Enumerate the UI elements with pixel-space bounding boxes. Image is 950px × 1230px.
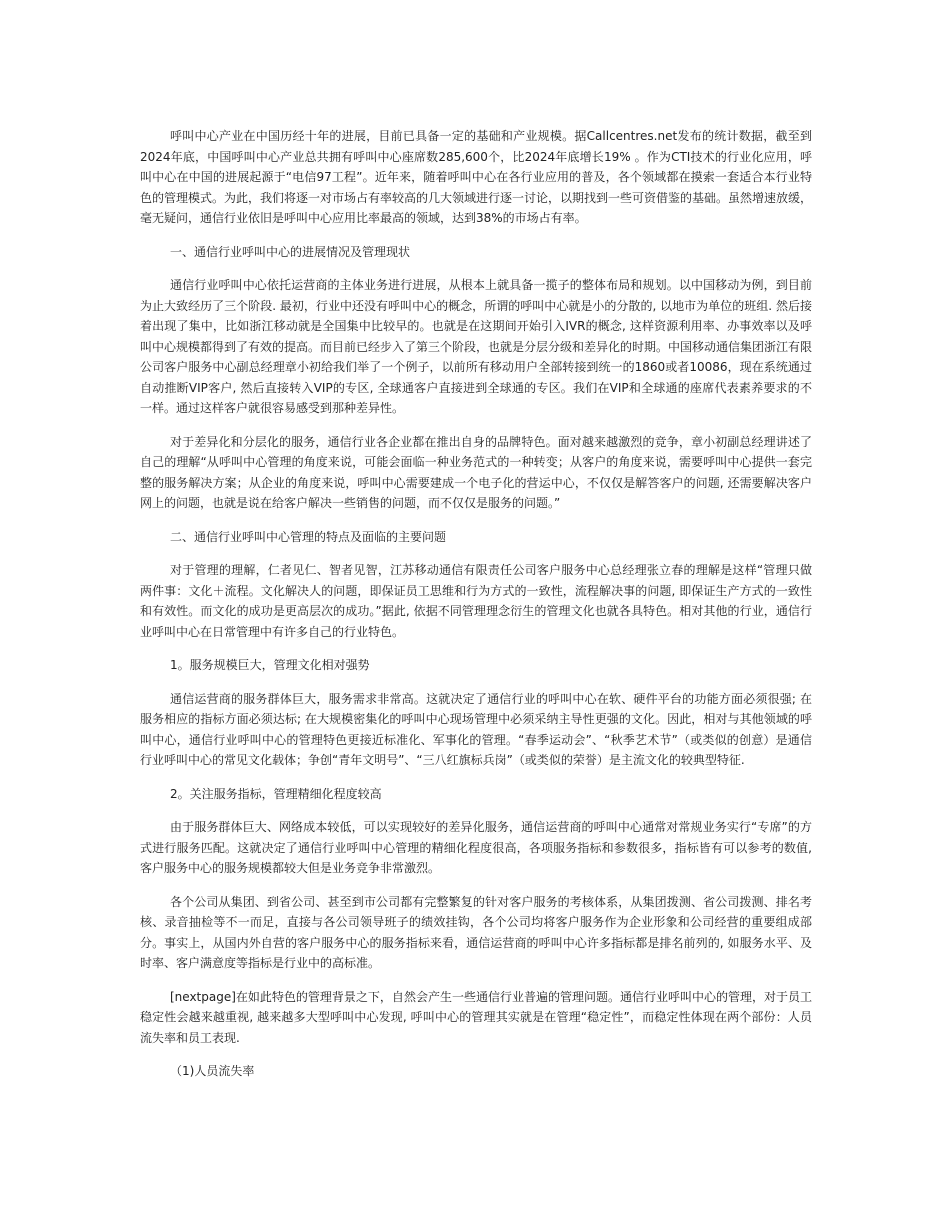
paragraph-management-understanding: 对于管理的理解，仁者见仁、智者见智，江苏移动通信有限责任公司客户服务中心总经理张立春的理解是这样“管理只做两件事：文化＋流程。文化解决人的问题，即保证员工思维和行为方式的一致性，流程解决事的问题, 即保证生产方式的一致性和有效性。而文化的成功是更高层次的成功。”据此, 依据不同管理理念衍生的管理文化也就各具特色。相对其他的行业，通信行业呼叫中心在日常管理中有许多自己的行业特色。 (140, 563, 812, 639)
paragraph-service-scale: 通信运营商的服务群体巨大，服务需求非常高。这就决定了通信行业的呼叫中心在软、硬件平台的功能方面必须很强; 在服务相应的指标方面必须达标; 在大规模密集化的呼叫中心现场管理中必须采纳主导性更强的文化。因此，相对与其他领域的呼叫中心，通信行业呼叫中心的管理特色更接近标准化、军事化的管理。“春季运动会”、“秋季艺术节”（或类似的创意）是通信行业呼叫中心的常见文化载体；争创“青年文明号”、“三八红旗标兵岗”（或类似的荣誉）是主流文化的较典型特征. (140, 691, 812, 767)
paragraph-development: 通信行业呼叫中心依托运营商的主体业务进行进展，从根本上就具备一揽子的整体布局和规划。以中国移动为例，到目前为止大致经历了三个阶段. 最初，行业中还没有呼叫中心的概念，所谓的呼叫中心就是小的分散的, 以地市为单位的班组. 然后接着出现了集中，比如浙江移动就是全国集中比较早的。也就是在这期间开始引入IVR的概念, 这样资源利用率、办事效率以及呼叫中心规模都得到了有效的提高。而目前已经步入了第三个阶段，也就是分层分级和差异化的时期。中国移动通信集团浙江有限公司客户服务中心副总经理章小初给我们举了一个例子，以前所有移动用户全部转接到统一的1860或者10086，现在系统通过自动推断VIP客户, 然后直接转入VIP的专区, 全球通客户直接进到全球通的专区。我们在VIP和全球通的座席代表素养要求的不一样。通过这样客户就很容易感受到那种差异性。 (140, 278, 813, 415)
subheading-turnover-rate: （1)人员流失率 (170, 1064, 255, 1078)
document-page (140, 126, 812, 1095)
paragraph-assessment-system: 各个公司从集团、到省公司、甚至到市公司都有完整繁复的针对客户服务的考核体系，从集团拨测、省公司拨测、排名考核、录音抽检等不一而足，直接与各公司领导班子的绩效挂钩，各个公司均将客户服务作为企业形象和公司经营的重要组成部分。事实上，从国内外自营的客户服务中心的服务指标来看，通信运营商的呼叫中心许多指标都是排名前列的, 如服务水平、及时率、客户满意度等指标是行业中的高标准。 (140, 894, 812, 970)
section-heading-2: 二、通信行业呼叫中心管理的特点及面临的主要问题 (170, 529, 447, 544)
paragraph-service-indicators: 由于服务群体巨大、网络成本较低，可以实现较好的差异化服务，通信运营商的呼叫中心通常对常规业务实行“专席”的方式进行服务匹配。这就决定了通信行业呼叫中心管理的精细化程度很高，各项服务指标和参数很多，指标皆有可以参考的数值, 客户服务中心的服务规模都较大但是业务竞争非常激烈。 (140, 820, 812, 875)
paragraph-intro: 呼叫中心产业在中国历经十年的进展，目前已具备一定的基础和产业规模。据Callcentres.net发布的统计数据，截至到2024年底，中国呼叫中心产业总共拥有呼叫中心座席数285,600个，比2024年底增长19% 。作为CTI技术的行业化应用，呼叫中心在中国的进展起源于“电信97工程”。近年来，随着呼叫中心在各行业应用的普及，各个领域都在摸索一套适合本行业特色的管理模式。为此，我们将逐一对市场占有率较高的几大领域进行逐一讨论，以期找到一些可资借鉴的基础。虽然增速放缓，毫无疑问，通信行业依旧是呼叫中心应用比率最高的领域，达到38%的市场占有率。 (140, 129, 813, 225)
subheading-service-indicators: 2。关注服务指标，管理精细化程度较高 (170, 786, 382, 801)
subheading-service-scale: 1。服务规模巨大，管理文化相对强势 (170, 658, 370, 672)
paragraph-differentiation: 对于差异化和分层化的服务，通信行业各企业都在推出自身的品牌特色。面对越来越激烈的竞争，章小初副总经理讲述了自己的理解“从呼叫中心管理的角度来说，可能会面临一种业务范式的一种转变；从客户的角度来说，需要呼叫中心提供一套完整的服务解决方案；从企业的角度来说，呼叫中心需要建成一个电子化的营运中心，不仅仅是解答客户的问题, 还需要解决客户网上的问题，也就是说在给客户解决一些销售的问题，而不仅仅是服务的问题。” (140, 434, 812, 510)
paragraph-stability: [nextpage]在如此特色的管理背景之下，自然会产生一些通信行业普遍的管理问题。通信行业呼叫中心的管理，对于员工稳定性会越来越重视, 越来越多大型呼叫中心发现, 呼叫中心的管理其实就是在管理“稳定性”，而稳定性体现在两个部份：人员流失率和员工表现. (140, 989, 812, 1045)
section-heading-1: 一、通信行业呼叫中心的进展情况及管理现状 (170, 244, 411, 259)
